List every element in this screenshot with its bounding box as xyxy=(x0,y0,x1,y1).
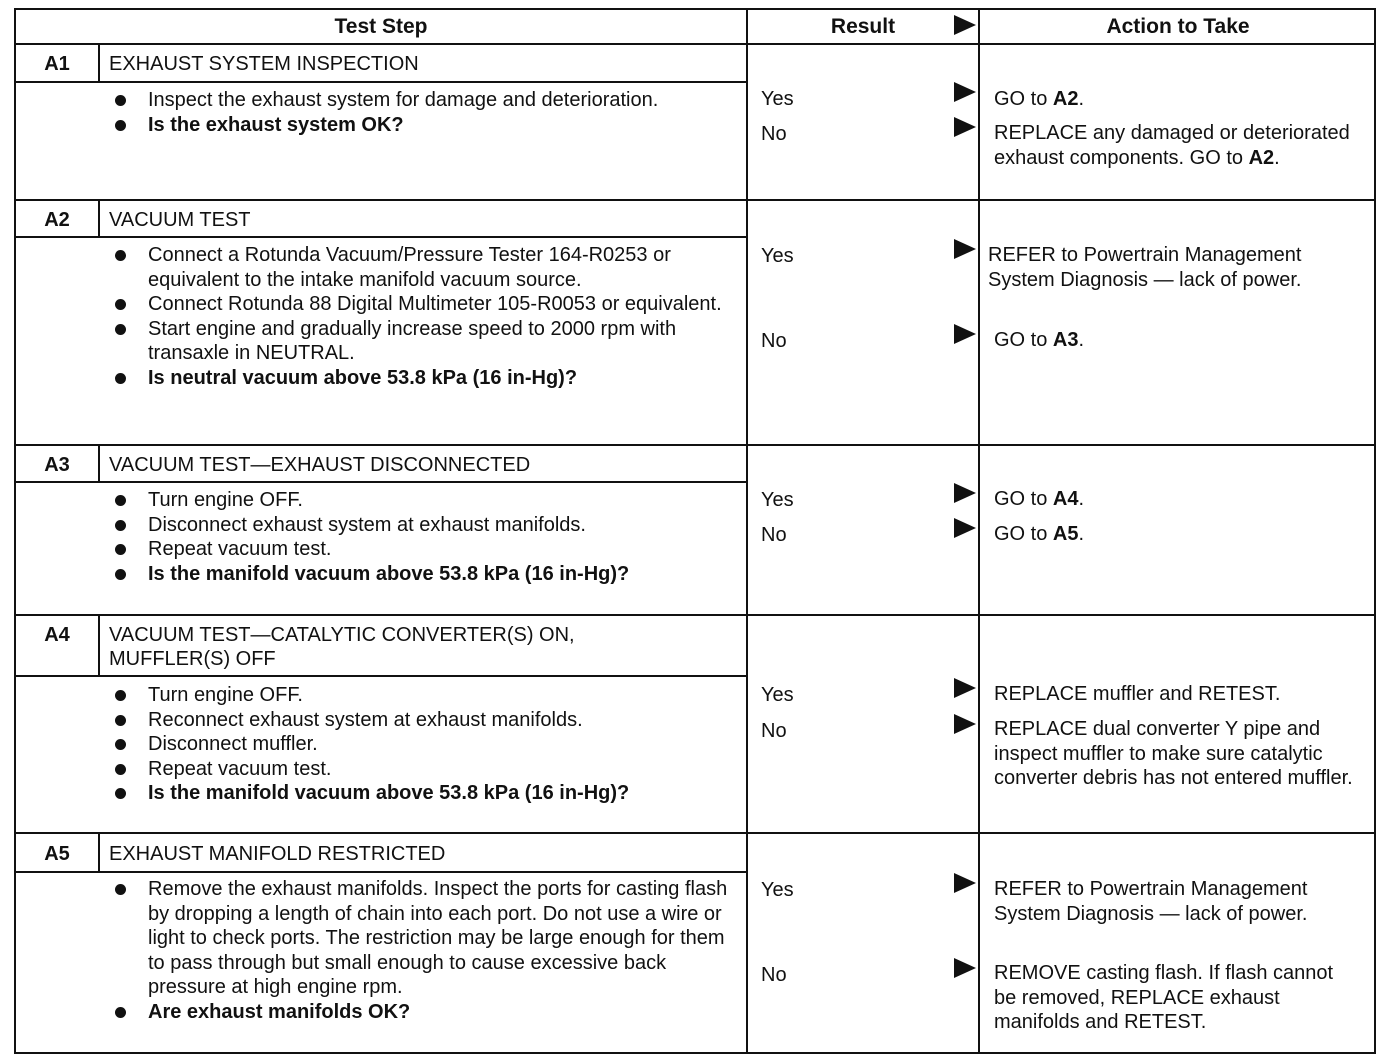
step-question: Is the manifold vacuum above 53.8 kPa (16 in-Hg)? xyxy=(108,562,668,587)
step-title: EXHAUST MANIFOLD RESTRICTED xyxy=(109,843,446,865)
step-question: Is the exhaust system OK? xyxy=(108,113,738,138)
result-arrow xyxy=(954,324,976,344)
result-yes: Yes xyxy=(761,245,794,267)
action-text: REPLACE muffler and RETEST. xyxy=(994,683,1281,705)
step-bullet: Turn engine OFF. xyxy=(108,488,738,513)
step-bullet: Inspect the exhaust system for damage and deterioration. xyxy=(108,88,738,113)
column-divider-result xyxy=(746,10,748,1052)
result-no: No xyxy=(761,964,787,986)
step-question: Is the manifold vacuum above 53.8 kPa (16 in-Hg)? xyxy=(108,781,668,806)
step-id-divider xyxy=(98,201,100,237)
result-arrow xyxy=(954,714,976,734)
action-text: REFER to Powertrain Management System Diagnosis — lack of power. xyxy=(994,878,1308,925)
action-yes xyxy=(994,682,1374,707)
step-id: A3 xyxy=(44,454,70,476)
result-yes: Yes xyxy=(761,879,794,901)
result-arrow xyxy=(954,518,976,538)
action-text-end: . xyxy=(1078,523,1085,545)
step-separator xyxy=(16,832,1376,834)
action-text: REPLACE dual converter Y pipe and inspect muffler to make sure catalytic converter debris has not entered muffler. xyxy=(994,718,1353,790)
result-arrow xyxy=(954,678,976,698)
action-text-end: . xyxy=(1078,88,1085,110)
header-action: Action to Take xyxy=(1106,15,1250,38)
step-separator xyxy=(16,614,1376,616)
step-title-divider xyxy=(16,481,748,483)
action-text-end: . xyxy=(1078,488,1085,510)
step-id-divider xyxy=(98,834,100,872)
result-arrow xyxy=(954,117,976,137)
step-id-divider xyxy=(98,446,100,482)
header-divider xyxy=(16,43,1376,45)
header-test-step: Test Step xyxy=(334,15,428,38)
step-title: VACUUM TEST xyxy=(109,209,251,231)
action-yes xyxy=(994,877,1374,926)
column-divider-action xyxy=(978,10,980,1052)
action-text: GO to xyxy=(994,523,1053,545)
action-yes xyxy=(994,487,1374,512)
step-bullet: Turn engine OFF. xyxy=(108,683,738,708)
action-step-ref: A4 xyxy=(1052,488,1079,510)
step-id: A5 xyxy=(44,843,70,865)
step-bullet: Repeat vacuum test. xyxy=(108,757,738,782)
step-title-divider xyxy=(16,675,748,677)
result-no: No xyxy=(761,524,787,546)
step-bullet: Remove the exhaust manifolds. Inspect the ports for casting flash by dropping a length of chain into each port. Do not use a wire or light to check ports. The restriction may be large enough for them to pass through but small enough to cause excessive back pressure at high engine rpm. xyxy=(108,877,738,1000)
step-instructions xyxy=(108,488,738,586)
step-bullet: Connect a Rotunda Vacuum/Pressure Tester 164-R0253 or equivalent to the intake manifold vacuum source. xyxy=(108,243,738,292)
step-bullet: Repeat vacuum test. xyxy=(108,537,738,562)
step-instructions xyxy=(108,88,738,137)
action-step-ref: A2 xyxy=(1248,146,1275,169)
result-arrow xyxy=(954,239,976,259)
header-result-arrow xyxy=(954,15,976,35)
step-title-divider xyxy=(16,236,748,238)
step-id-divider xyxy=(98,44,100,82)
step-instructions xyxy=(108,683,738,806)
action-no xyxy=(994,328,1374,353)
step-instructions xyxy=(108,877,738,1025)
step-bullet: Disconnect exhaust system at exhaust manifolds. xyxy=(108,513,738,538)
step-separator xyxy=(16,199,1376,201)
result-arrow xyxy=(954,873,976,893)
step-bullet: Start engine and gradually increase speed to 2000 rpm with transaxle in NEUTRAL. xyxy=(108,317,738,366)
action-text: REPLACE any damaged or deteriorated exhaust components. GO to xyxy=(994,122,1350,169)
result-yes: Yes xyxy=(761,489,794,511)
step-separator xyxy=(16,444,1376,446)
action-step-ref: A2 xyxy=(1052,88,1079,110)
diagnostic-table xyxy=(14,8,1376,1054)
step-bullet: Reconnect exhaust system at exhaust manifolds. xyxy=(108,708,738,733)
action-text: GO to xyxy=(994,329,1053,351)
result-yes: Yes xyxy=(761,88,794,110)
step-id-divider xyxy=(98,616,100,676)
action-no xyxy=(994,961,1344,1035)
step-instructions xyxy=(108,243,738,391)
step-id: A4 xyxy=(44,624,70,646)
step-id: A1 xyxy=(44,53,70,75)
step-bullet: Disconnect muffler. xyxy=(108,732,738,757)
action-text-end: . xyxy=(1078,329,1085,351)
action-text: GO to xyxy=(994,488,1053,510)
action-text: GO to xyxy=(994,88,1053,110)
step-question: Are exhaust manifolds OK? xyxy=(108,1000,738,1025)
step-id: A2 xyxy=(44,209,70,231)
step-title-divider xyxy=(16,871,748,873)
header-result: Result xyxy=(830,15,896,38)
step-bullet: Connect Rotunda 88 Digital Multimeter 105-R0053 or equivalent. xyxy=(108,292,738,317)
action-step-ref: A5 xyxy=(1052,523,1079,545)
step-title: EXHAUST SYSTEM INSPECTION xyxy=(109,53,419,75)
action-no xyxy=(994,121,1374,170)
result-no: No xyxy=(761,330,787,352)
action-yes xyxy=(988,243,1368,292)
action-no xyxy=(994,717,1364,791)
step-title-divider xyxy=(16,81,748,83)
step-question: Is neutral vacuum above 53.8 kPa (16 in-Hg)? xyxy=(108,366,738,391)
action-text: REFER to Powertrain Management System Diagnosis — lack of power. xyxy=(988,244,1302,291)
result-arrow xyxy=(954,483,976,503)
result-yes: Yes xyxy=(761,684,794,706)
action-no xyxy=(994,522,1374,547)
action-text: REMOVE casting flash. If flash cannot be removed, REPLACE exhaust manifolds and RETEST. xyxy=(994,962,1334,1034)
result-no: No xyxy=(761,123,787,145)
result-arrow xyxy=(954,82,976,102)
result-arrow xyxy=(954,958,976,978)
step-title: VACUUM TEST—EXHAUST DISCONNECTED xyxy=(109,454,531,476)
action-text-end: . xyxy=(1274,146,1280,169)
result-no: No xyxy=(761,720,787,742)
action-step-ref: A3 xyxy=(1052,329,1079,351)
action-yes xyxy=(994,87,1374,112)
step-title: VACUUM TEST—CATALYTIC CONVERTER(S) ON, MUFFLER(S) OFF xyxy=(109,624,575,670)
